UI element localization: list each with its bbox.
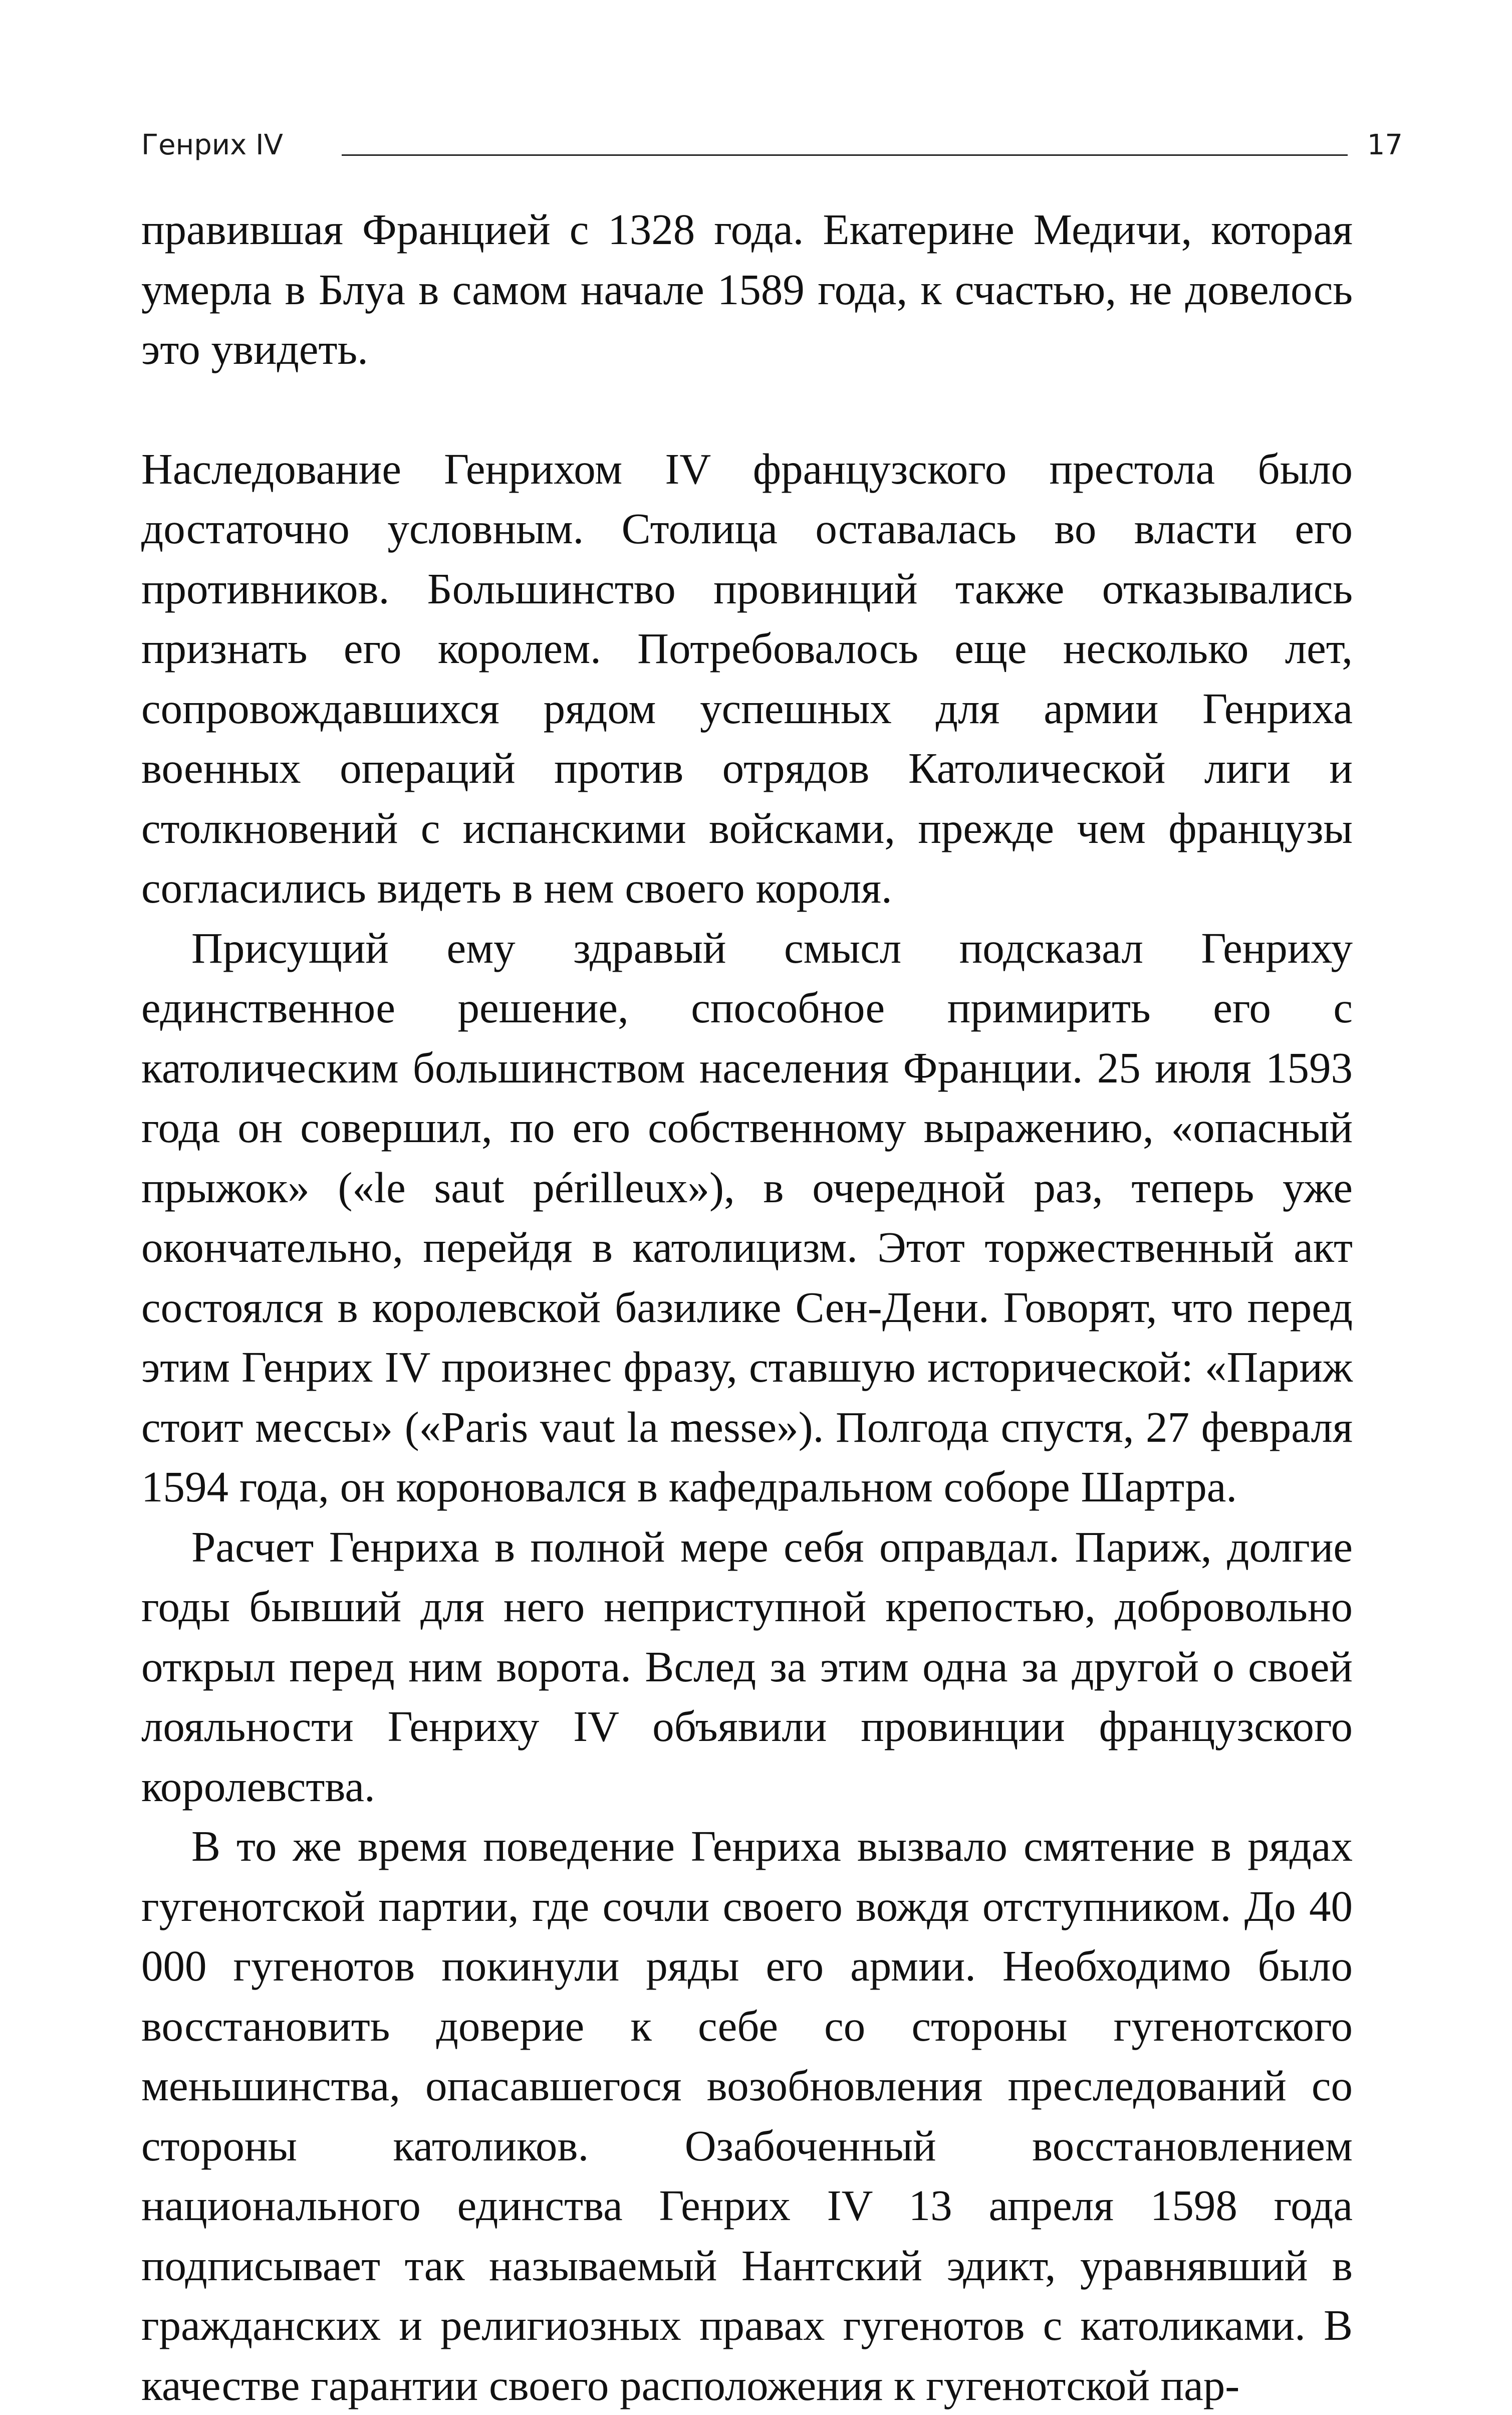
header-rule — [342, 154, 1348, 156]
paragraph: В то же время поведение Генриха вызвало смятение в рядах гугенотской партии, где сочли своего вождя отступником. До 40 000 гугенотов покинули ряды его армии. Необходимо было восстановить доверие к себе со стороны гугенотского меньшинства, опасавшегося возобновления преследований со стороны католиков. Озабоченный восстановлением национального единства Генрих IV 13 апреля 1598 года подписывает так называемый Нантский эдикт, уравнявший в гражданских и религиозных правах гугенотов с католиками. В качестве гарантии своего расположения к гугенотской пар- — [141, 1822, 1353, 2409]
running-title: Генрих IV — [141, 129, 283, 161]
paragraph-section-start: Наследование Генрихом IV французского престола было достаточно условным. Столица оставалась во власти его противников. Большинство провинций также отказывались признать его королем. Потребовалось еще несколько лет, сопровождавшихся рядом успешных для армии Генриха военных операций против отрядов Католической лиги и столкновений с испанскими войсками, прежде чем французы согласились видеть в нем своего короля. — [141, 444, 1353, 912]
running-header — [141, 124, 1403, 166]
paragraph: Расчет Генриха в полной мере себя оправдал. Париж, долгие годы бывший для него неприступной крепостью, добровольно открыл перед ним ворота. Вслед за этим одна за другой о своей лояльности Генриху IV объявили провинции французского королевства. — [141, 1522, 1353, 1811]
page-number: 17 — [1367, 129, 1403, 161]
paragraph: Присущий ему здравый смысл подсказал Генриху единственное решение, способное примирить его с католическим большинством населения Франции. 25 июля 1593 года он совершил, по его собственному выражению, «опасный прыжок» («le saut périlleux»), в очередной раз, теперь уже окончательно, перейдя в католицизм. Этот торжественный акт состоялся в королевской базилике Сен-Дени. Говорят, что перед этим Генрих IV произнес фразу, ставшую исторической: «Париж стоит мессы» («Paris vaut la messe»). Полгода спустя, 27 февраля 1594 года, он короновался в кафедральном соборе Шартра. — [141, 923, 1353, 1511]
paragraph-continuation: правившая Францией с 1328 года. Екатерине Медичи, которая умерла в Блуа в самом начале 1589 года, к счастью, не довелось это увидеть. — [141, 205, 1353, 373]
page-body — [141, 199, 1353, 2415]
